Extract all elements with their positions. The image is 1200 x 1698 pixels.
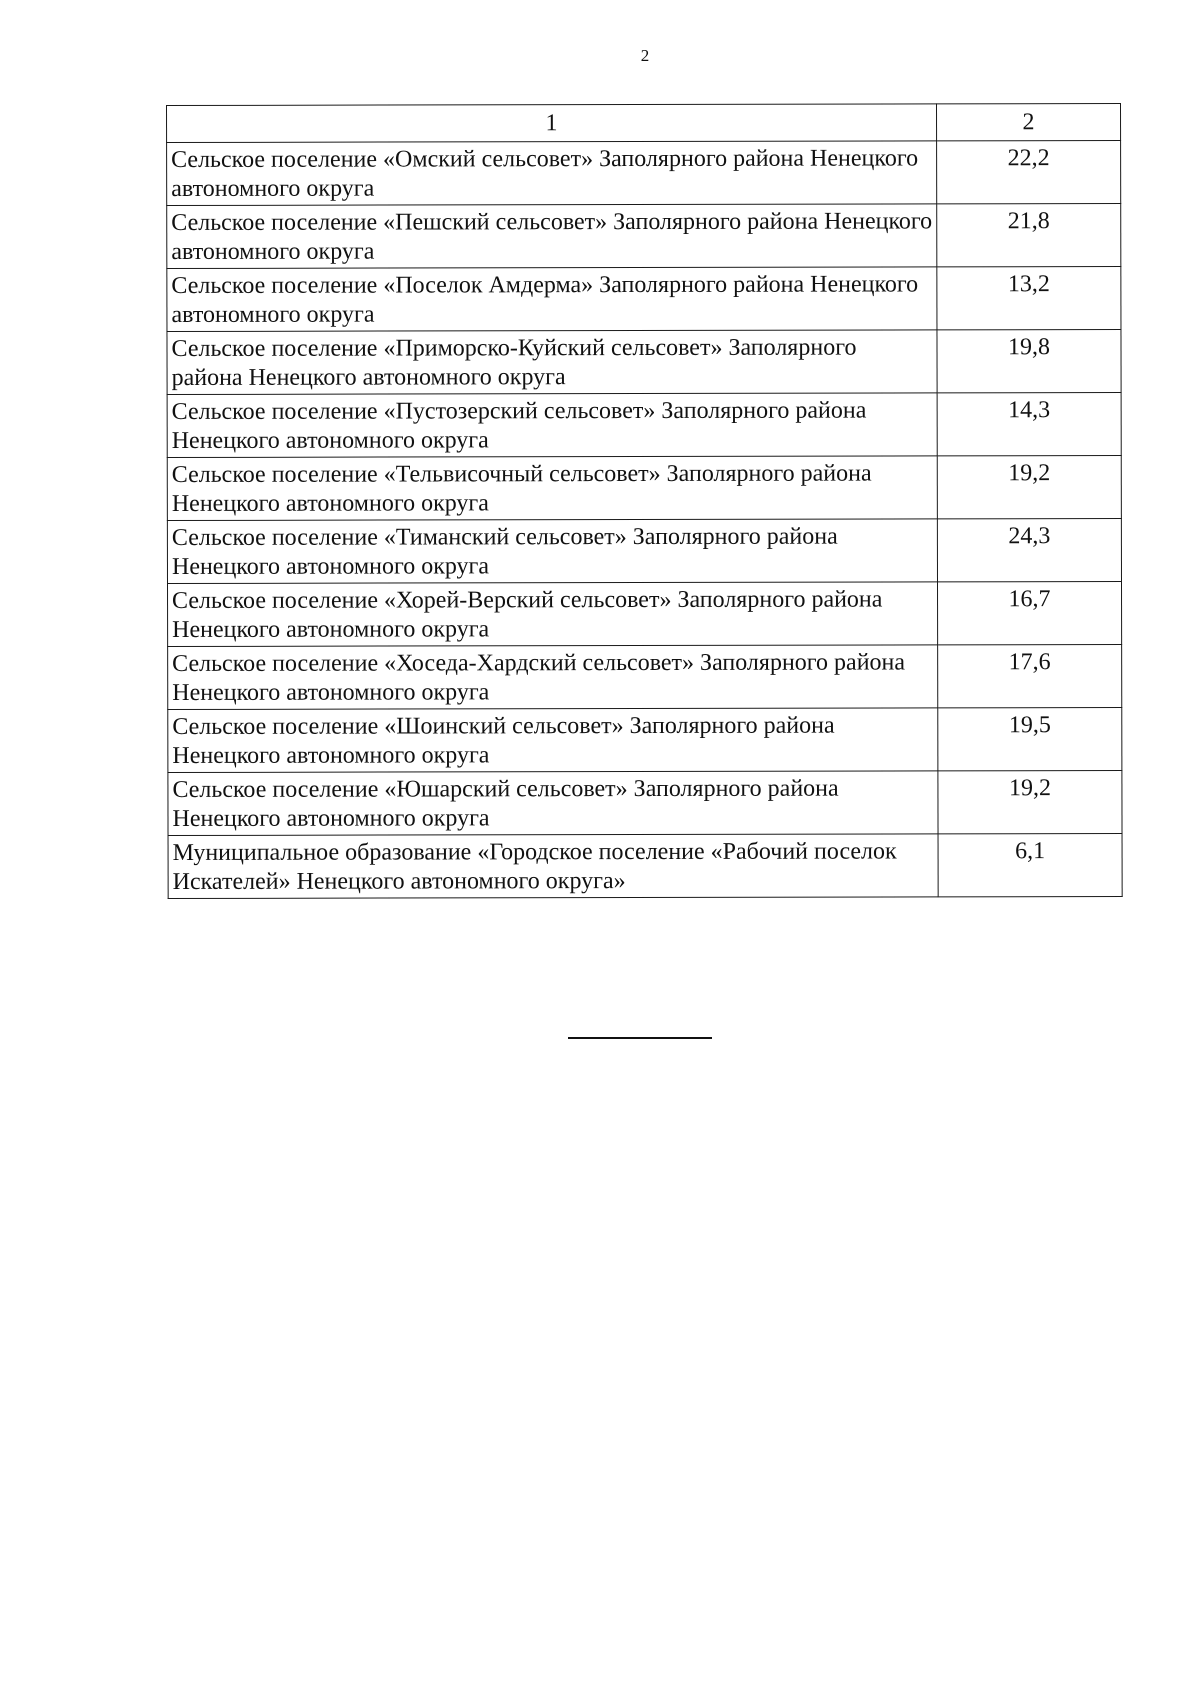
row-value-cell: 17,6 <box>938 644 1122 707</box>
row-value-cell: 14,3 <box>937 393 1121 456</box>
row-value-cell: 24,3 <box>937 519 1121 582</box>
row-value-cell: 19,5 <box>938 707 1122 770</box>
row-value-cell: 16,7 <box>938 581 1122 644</box>
column-header-1: 1 <box>167 104 937 143</box>
page-number: 2 <box>640 46 650 65</box>
data-table <box>166 103 1123 899</box>
table-row <box>167 141 1121 206</box>
table-header-row <box>167 104 1121 143</box>
table-row <box>167 267 1121 332</box>
row-name-cell: Муниципальное образование «Городское поселение «Рабочий поселок Искателей» Ненецкого автономного округа» <box>168 834 938 899</box>
table-row <box>167 330 1121 395</box>
column-header-2: 2 <box>936 104 1120 141</box>
row-value-cell: 6,1 <box>938 833 1122 896</box>
row-name-cell: Сельское поселение «Пустозерский сельсовет» Заполярного района Ненецкого автономного округа <box>167 393 937 458</box>
row-name-cell: Сельское поселение «Тиманский сельсовет» Заполярного района Ненецкого автономного округа <box>167 519 937 584</box>
table-row <box>167 519 1121 584</box>
row-value-cell: 19,2 <box>937 456 1121 519</box>
row-value-cell: 19,8 <box>937 330 1121 393</box>
table-row <box>168 581 1122 646</box>
table-row <box>167 393 1121 458</box>
row-value-cell: 19,2 <box>938 770 1122 833</box>
table-row <box>167 204 1121 269</box>
table-row <box>167 456 1121 521</box>
table-row <box>168 770 1122 835</box>
row-name-cell: Сельское поселение «Хорей-Верский сельсовет» Заполярного района Ненецкого автономного округа <box>168 582 938 647</box>
table-row <box>168 644 1122 709</box>
row-name-cell: Сельское поселение «Юшарский сельсовет» Заполярного района Ненецкого автономного округа <box>168 771 938 836</box>
table-row <box>168 833 1122 898</box>
row-name-cell: Сельское поселение «Поселок Амдерма» Заполярного района Ненецкого автономного округа <box>167 267 937 332</box>
row-name-cell: Сельское поселение «Шоинский сельсовет» Заполярного района Ненецкого автономного округа <box>168 708 938 773</box>
end-separator-line <box>568 1037 712 1039</box>
row-value-cell: 13,2 <box>937 267 1121 330</box>
row-value-cell: 21,8 <box>937 204 1121 267</box>
row-value-cell: 22,2 <box>937 141 1121 204</box>
row-name-cell: Сельское поселение «Хоседа-Хардский сельсовет» Заполярного района Ненецкого автономного округа <box>168 645 938 710</box>
row-name-cell: Сельское поселение «Приморско-Куйский сельсовет» Заполярного района Ненецкого автономного округа <box>167 330 937 395</box>
row-name-cell: Сельское поселение «Пешский сельсовет» Заполярного района Ненецкого автономного округа <box>167 204 937 269</box>
row-name-cell: Сельское поселение «Омский сельсовет» Заполярного района Ненецкого автономного округа <box>167 141 937 206</box>
row-name-cell: Сельское поселение «Тельвисочный сельсовет» Заполярного района Ненецкого автономного округа <box>167 456 937 521</box>
table-row <box>168 707 1122 772</box>
